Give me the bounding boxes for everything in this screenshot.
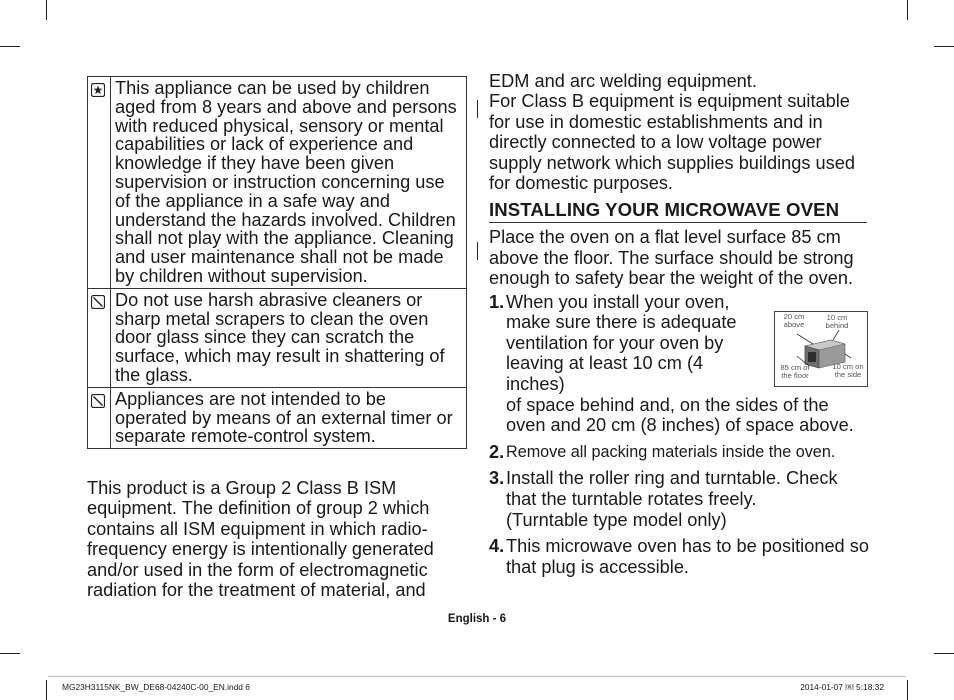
slug-filename: MG23H3115NK_BW_DE68-04240C-00_EN.indd 6 <box>62 682 250 692</box>
installation-diagram <box>774 311 868 387</box>
step-item <box>489 442 869 463</box>
crop-mark <box>0 46 20 47</box>
diagram-label-above: 20 cm above <box>783 312 805 330</box>
step-text: of space behind and, on the sides of the oven and 20 cm (8 inches) of space above. <box>506 394 854 436</box>
step-number: 3. <box>489 468 505 489</box>
step-number: 1. <box>489 291 505 312</box>
step-number: 2. <box>489 441 505 462</box>
warning-row <box>88 77 466 288</box>
ism-continued: EDM and arc welding equipment. <box>489 71 757 91</box>
crop-mark <box>907 0 908 20</box>
installing-intro: Place the oven on a flat level surface 85 cm above the floor. The surface should be strong enough to safety bear the weight of the oven. <box>489 227 854 289</box>
page-footer: English - 6 <box>447 613 507 625</box>
diagram-label-behind: 10 cm behind <box>825 313 849 331</box>
step-item <box>489 536 869 577</box>
step-item <box>489 468 869 530</box>
crop-mark <box>934 653 954 654</box>
step-text: Remove all packing materials inside the oven. <box>506 442 836 461</box>
ism-paragraph: This product is a Group 2 Class B ISM equipment. The definition of group 2 which contains all ISM equipment in which radio-frequency energy is intentionally generated and/or used in the form of electromagnetic radiation for the treatment of material, and <box>87 478 434 601</box>
warning-text: Do not use harsh abrasive cleaners or sharp metal scrapers to clean the oven door glass since they can scratch the surface, which may result in shattering of the glass. <box>115 289 445 385</box>
crop-mark <box>46 0 47 20</box>
warning-table <box>87 76 467 449</box>
class-b-paragraph: For Class B equipment is equipment suitable for use in domestic establishments and in directly connected to a low voltage power supply network which supplies buildings used for domestic purposes. <box>489 91 855 194</box>
prohibited-icon <box>91 394 105 408</box>
crop-mark <box>907 680 908 700</box>
crop-mark <box>934 46 954 47</box>
slug-timestamp: 2014-01-07 ￼ 5:18:32 <box>800 682 884 692</box>
crop-mark <box>0 653 20 654</box>
section-heading: INSTALLING YOUR MICROWAVE OVEN <box>489 199 867 223</box>
step-text: Install the roller ring and turntable. Check that the turntable rotates freely. <box>506 468 838 509</box>
step-note: (Turntable type model only) <box>506 509 727 530</box>
slug-rule <box>48 676 906 677</box>
column-rule <box>477 100 478 118</box>
step-text: When you install your oven, make sure there is adequate ventilation for your oven by leaving at least 10 cm (4 inches) <box>506 291 737 395</box>
step-number: 4. <box>489 536 505 557</box>
warning-row <box>88 387 466 448</box>
crop-mark <box>46 680 47 700</box>
warning-row <box>88 288 466 387</box>
prohibited-icon <box>91 295 105 309</box>
column-rule <box>477 242 478 260</box>
diagram-label-side: 10 cm on the side <box>832 362 864 380</box>
warning-text: This appliance can be used by children aged from 8 years and above and persons with reduced physical, sensory or mental capabilities or lack of experience and knowledge if they have been given supervision or instruction concerning use of the appliance in a safe way and understand the hazards involved. Children shall not play with the appliance. Cleaning and user maintenance shall not be made by children without supervision. <box>115 78 457 286</box>
step-text: This microwave oven has to be positioned so that plug is accessible. <box>506 536 869 577</box>
diagram-label-floor: 85 cm of the floor <box>780 363 810 381</box>
star-warning-icon <box>91 83 105 97</box>
warning-text: Appliances are not intended to be operated by means of an external timer or separate remote-control system. <box>115 388 453 447</box>
